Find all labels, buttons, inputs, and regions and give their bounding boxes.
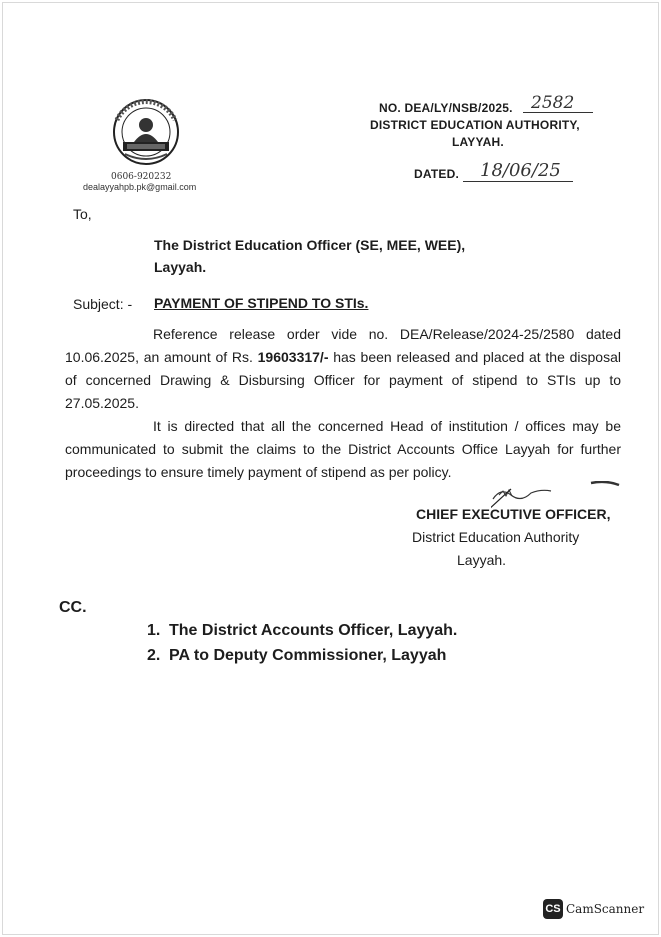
dated-label: DATED.	[414, 167, 459, 181]
authority-city: LAYYAH.	[452, 135, 504, 149]
reference-number-label: NO. DEA/LY/NSB/2025.	[379, 101, 513, 115]
camscanner-label: CamScanner	[566, 902, 645, 916]
to-label: To,	[73, 206, 92, 222]
document-page	[2, 2, 659, 935]
dated-underline	[463, 181, 573, 182]
cc-item-text: PA to Deputy Commissioner, Layyah	[169, 647, 447, 664]
body-paragraph-1	[65, 323, 621, 415]
subject-label: Subject: -	[73, 296, 133, 312]
authority-name: DISTRICT EDUCATION AUTHORITY,	[370, 118, 580, 132]
signatory-organization: District Education Authority	[412, 529, 580, 545]
recipient-line-2: Layyah.	[154, 259, 207, 275]
subject-text: PAYMENT OF STIPEND TO STIs.	[154, 295, 369, 311]
cc-item-number: 2.	[147, 647, 161, 664]
email-address: dealayyahpb.pk@gmail.com	[83, 182, 197, 192]
dated-handwritten: 18/06/25	[480, 160, 561, 181]
para1-text-b: has been released and placed at the disposal of concerned Drawing & Disbursing Officer for payment of stipend to STIs up to 27.05.2025.	[65, 349, 621, 411]
list-item	[147, 618, 457, 643]
signatory-place: Layyah.	[457, 552, 507, 568]
cc-item-text: The District Accounts Officer, Layyah.	[169, 622, 458, 639]
signatory-title: CHIEF EXECUTIVE OFFICER,	[416, 506, 611, 522]
cc-item-number: 1.	[147, 622, 161, 639]
list-item	[147, 643, 457, 668]
camscanner-logo-icon: CS	[543, 899, 563, 919]
camscanner-watermark	[543, 899, 644, 919]
recipient-line-1: The District Education Officer (SE, MEE, WEE),	[154, 237, 466, 253]
phone-number: 0606-920232	[111, 172, 172, 182]
cc-label: CC.	[59, 599, 87, 616]
released-amount: 19603317/-	[257, 349, 329, 365]
reference-number-handwritten: 2582	[531, 93, 575, 113]
reference-underline	[523, 112, 593, 113]
education-seal-icon	[101, 98, 191, 166]
body-paragraph-2: It is directed that all the concerned Head of institution / offices may be communicated to submit the claims to the District Accounts Office Layyah for further proceedings to ensure timely payment of stipend as per policy.	[65, 418, 621, 480]
cc-list	[147, 618, 457, 668]
para1-text-a: Reference release order vide no. DEA/Release/2024-25/2580 dated 10.06.2025, an amount of Rs.	[65, 326, 621, 365]
